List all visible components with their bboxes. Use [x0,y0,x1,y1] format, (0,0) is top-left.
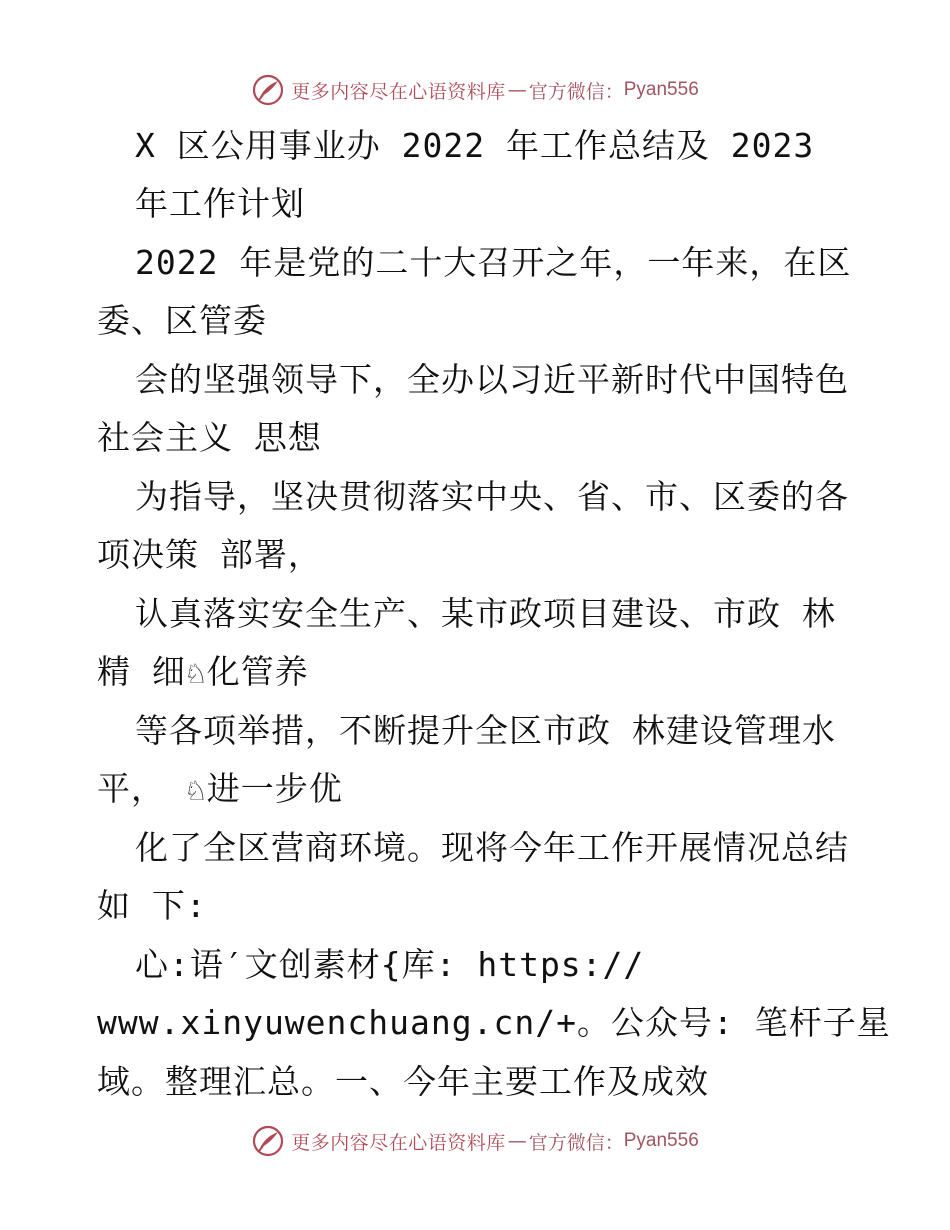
paragraph-line: 项决策 部署， [97,535,322,574]
watermark-wechat-id: Pyan556 [623,79,699,100]
paragraph-line: 精 细♘化管养 [97,652,309,691]
watermark-separator: — [507,79,527,101]
paragraph-line: 域。整理汇总。一、今年主要工作及成效 [97,1062,709,1101]
document-title-line-1: X 区公用事业办 2022 年工作总结及 2023 [135,126,815,165]
watermark-wechat-label: 官方微信： [528,80,624,103]
paragraph-line: 为指导，坚决贯彻落实中央、省、市、区委的各 [135,477,849,516]
watermark-main-text: 更多内容尽在心语资料库 [291,80,506,103]
watermark-wechat-id: Pyan556 [623,1130,699,1151]
watermark-wechat-label: 官方微信： [528,1131,624,1154]
paragraph-line: 委、区管委 [97,301,267,340]
paragraph-line: 认真落实安全生产、某市政项目建设、市政 林 [135,594,836,633]
paragraph-line: 如 下: [97,886,207,925]
paragraph-line: 等各项举措，不断提升全区市政 林建设管理水 [135,711,836,750]
paragraph-line: 社会主义 思想 [97,418,322,457]
watermark-separator: — [507,1130,527,1152]
paragraph-line: 会的坚强领导下，全办以习近平新时代中国特色 [135,360,849,399]
document-title-line-2: 年工作计划 [135,184,305,223]
paragraph-line: 化了全区营商环境。现将今年工作开展情况总结 [135,828,849,867]
footer-watermark-banner [0,1121,950,1161]
paragraph-line: www.xinyuwenchuang.cn/+。公众号: 笔杆子星 [97,1003,891,1042]
quill-circle-logo-icon [251,1124,285,1158]
paragraph-line: 平， ♘进一步优 [97,769,343,808]
quill-circle-logo-icon [251,73,285,107]
watermark-main-text: 更多内容尽在心语资料库 [291,1131,506,1154]
paragraph-line: 2022 年是党的二十大召开之年，一年来，在区 [135,243,852,282]
paragraph-line: 心:语′文创素材{库: https:// [135,945,645,984]
header-watermark-banner [0,70,950,110]
